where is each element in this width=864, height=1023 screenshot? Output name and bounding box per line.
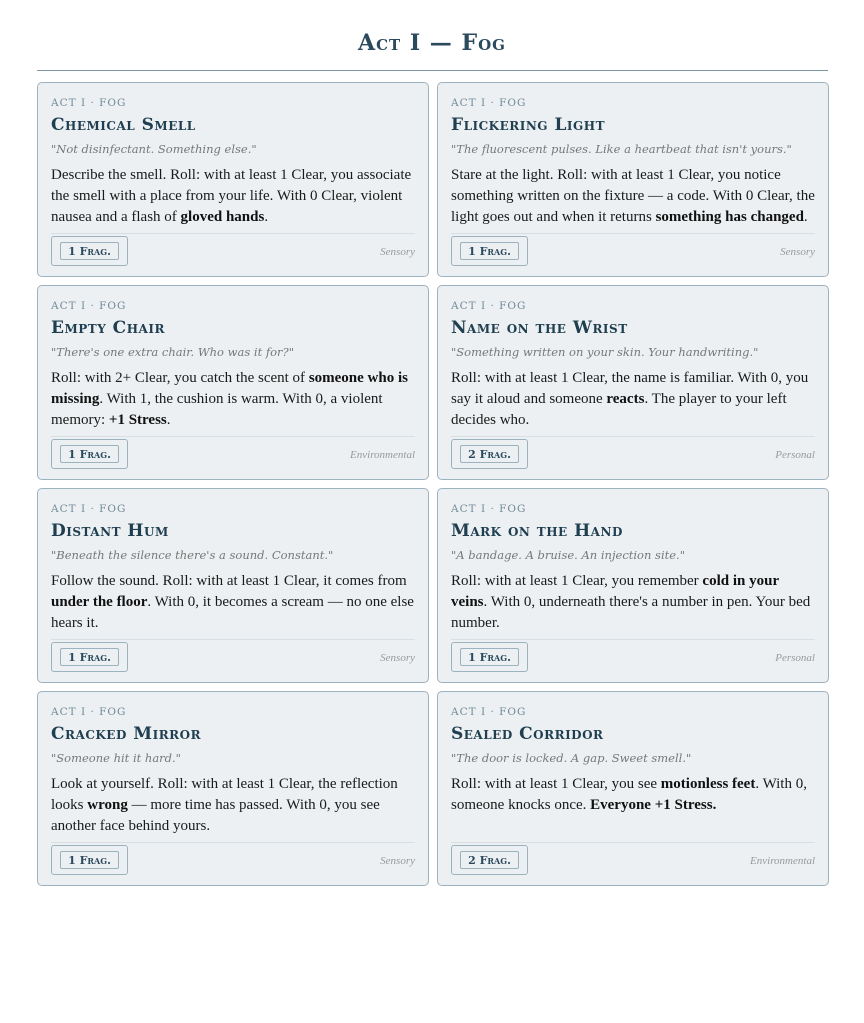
card-sealed-corridor	[437, 691, 829, 886]
emphasized-text: something has changed	[655, 209, 804, 225]
card-mark-on-the-hand	[437, 488, 829, 683]
card-divider	[51, 639, 415, 640]
card-flavor-text: "A bandage. A bruise. An injection site."	[451, 548, 685, 562]
card-flavor-text: "There's one extra chair. Who was it for?"	[51, 345, 294, 359]
card-divider	[451, 842, 815, 843]
card-category-tag: Environmental	[350, 449, 415, 461]
card-category-tag: Sensory	[380, 855, 415, 867]
fragment-cost-button[interactable]	[51, 236, 128, 266]
card-divider	[451, 639, 815, 640]
emphasized-text: wrong	[87, 797, 128, 813]
card-act-label: ACT I · FOG	[451, 706, 527, 718]
card-category-tag: Personal	[775, 652, 815, 664]
card-body-text: Stare at the light. Roll: with at least 1 Clear, you notice something written on the fixture — a code. With 0 Clear, the light goes out and when it returns something has changed.	[451, 167, 815, 225]
card-divider	[51, 233, 415, 234]
emphasized-text: cold in your veins	[451, 573, 779, 610]
fragment-cost-button[interactable]	[51, 845, 128, 875]
card-chemical-smell	[37, 82, 429, 277]
card-act-label: ACT I · FOG	[51, 300, 127, 312]
emphasized-text: Everyone +1 Stress.	[590, 797, 717, 813]
fragment-cost-label: 2 Frag.	[460, 445, 519, 463]
fragment-cost-label: 1 Frag.	[460, 242, 519, 260]
card-category-tag: Sensory	[780, 246, 815, 258]
card-flavor-text: "Beneath the silence there's a sound. Constant."	[51, 548, 334, 562]
card-flavor-text: "Not disinfectant. Something else."	[51, 142, 257, 156]
card-grid	[37, 82, 829, 886]
fragment-cost-button[interactable]	[51, 439, 128, 469]
fragment-cost-button[interactable]	[51, 642, 128, 672]
card-body-text: Roll: with at least 1 Clear, you remember cold in your veins. With 0, underneath there's a number in pen. Your bed number.	[451, 573, 811, 631]
card-act-label: ACT I · FOG	[451, 300, 527, 312]
card-divider	[451, 233, 815, 234]
emphasized-text: under the floor	[51, 594, 148, 610]
card-flavor-text: "The door is locked. A gap. Sweet smell."	[451, 751, 692, 765]
card-title: Distant Hum	[51, 521, 169, 541]
fragment-cost-button[interactable]	[451, 845, 528, 875]
card-body-text: Look at yourself. Roll: with at least 1 Clear, the reflection looks wrong — more time has passed. With 0, you see another face behind yours.	[51, 776, 398, 834]
card-category-tag: Sensory	[380, 246, 415, 258]
fragment-cost-label: 1 Frag.	[60, 242, 119, 260]
fragment-cost-label: 2 Frag.	[460, 851, 519, 869]
card-title: Mark on the Hand	[451, 521, 623, 541]
card-cracked-mirror	[37, 691, 429, 886]
card-act-label: ACT I · FOG	[51, 706, 127, 718]
card-body-text: Describe the smell. Roll: with at least 1 Clear, you associate the smell with a place from your life. With 0 Clear, violent nausea and a flash of gloved hands.	[51, 167, 412, 225]
card-body-text: Follow the sound. Roll: with at least 1 Clear, it comes from under the floor. With 0, it becomes a scream — no one else hears it.	[51, 573, 414, 631]
card-title: Cracked Mirror	[51, 724, 202, 744]
card-act-label: ACT I · FOG	[451, 97, 527, 109]
fragment-cost-button[interactable]	[451, 642, 528, 672]
card-empty-chair	[37, 285, 429, 480]
card-title: Flickering Light	[451, 115, 606, 135]
emphasized-text: +1 Stress	[108, 412, 167, 428]
card-body-text: Roll: with 2+ Clear, you catch the scent of someone who is missing. With 1, the cushion is warm. With 0, a violent memory: +1 Stress.	[51, 370, 408, 428]
card-distant-hum	[37, 488, 429, 683]
emphasized-text: motionless feet	[660, 776, 756, 792]
card-act-label: ACT I · FOG	[451, 503, 527, 515]
card-divider	[51, 436, 415, 437]
fragment-cost-label: 1 Frag.	[60, 851, 119, 869]
fragment-cost-label: 1 Frag.	[60, 648, 119, 666]
card-title: Empty Chair	[51, 318, 165, 338]
fragment-cost-button[interactable]	[451, 236, 528, 266]
card-flavor-text: "The fluorescent pulses. Like a heartbeat that isn't yours."	[451, 142, 792, 156]
card-body-text: Roll: with at least 1 Clear, you see motionless feet. With 0, someone knocks once. Everyone +1 Stress.	[451, 776, 807, 813]
card-divider	[451, 436, 815, 437]
card-category-tag: Environmental	[750, 855, 815, 867]
emphasized-text: gloved hands	[180, 209, 265, 225]
card-flavor-text: "Someone hit it hard."	[51, 751, 181, 765]
fragment-cost-label: 1 Frag.	[460, 648, 519, 666]
card-act-label: ACT I · FOG	[51, 97, 127, 109]
card-title: Sealed Corridor	[451, 724, 604, 744]
card-name-on-the-wrist	[437, 285, 829, 480]
emphasized-text: someone who is missing	[51, 370, 408, 407]
card-title: Name on the Wrist	[451, 318, 628, 338]
card-category-tag: Sensory	[380, 652, 415, 664]
card-flickering-light	[437, 82, 829, 277]
page-title: Act I — Fog	[358, 30, 506, 56]
card-act-label: ACT I · FOG	[51, 503, 127, 515]
emphasized-text: reacts	[606, 391, 645, 407]
card-divider	[51, 842, 415, 843]
card-title: Chemical Smell	[51, 115, 196, 135]
card-category-tag: Personal	[775, 449, 815, 461]
fragment-cost-button[interactable]	[451, 439, 528, 469]
card-flavor-text: "Something written on your skin. Your handwriting."	[451, 345, 759, 359]
fragment-cost-label: 1 Frag.	[60, 445, 119, 463]
title-divider	[37, 70, 828, 71]
card-body-text: Roll: with at least 1 Clear, the name is familiar. With 0, you say it aloud and someone reacts. The player to your left decides who.	[451, 370, 809, 428]
